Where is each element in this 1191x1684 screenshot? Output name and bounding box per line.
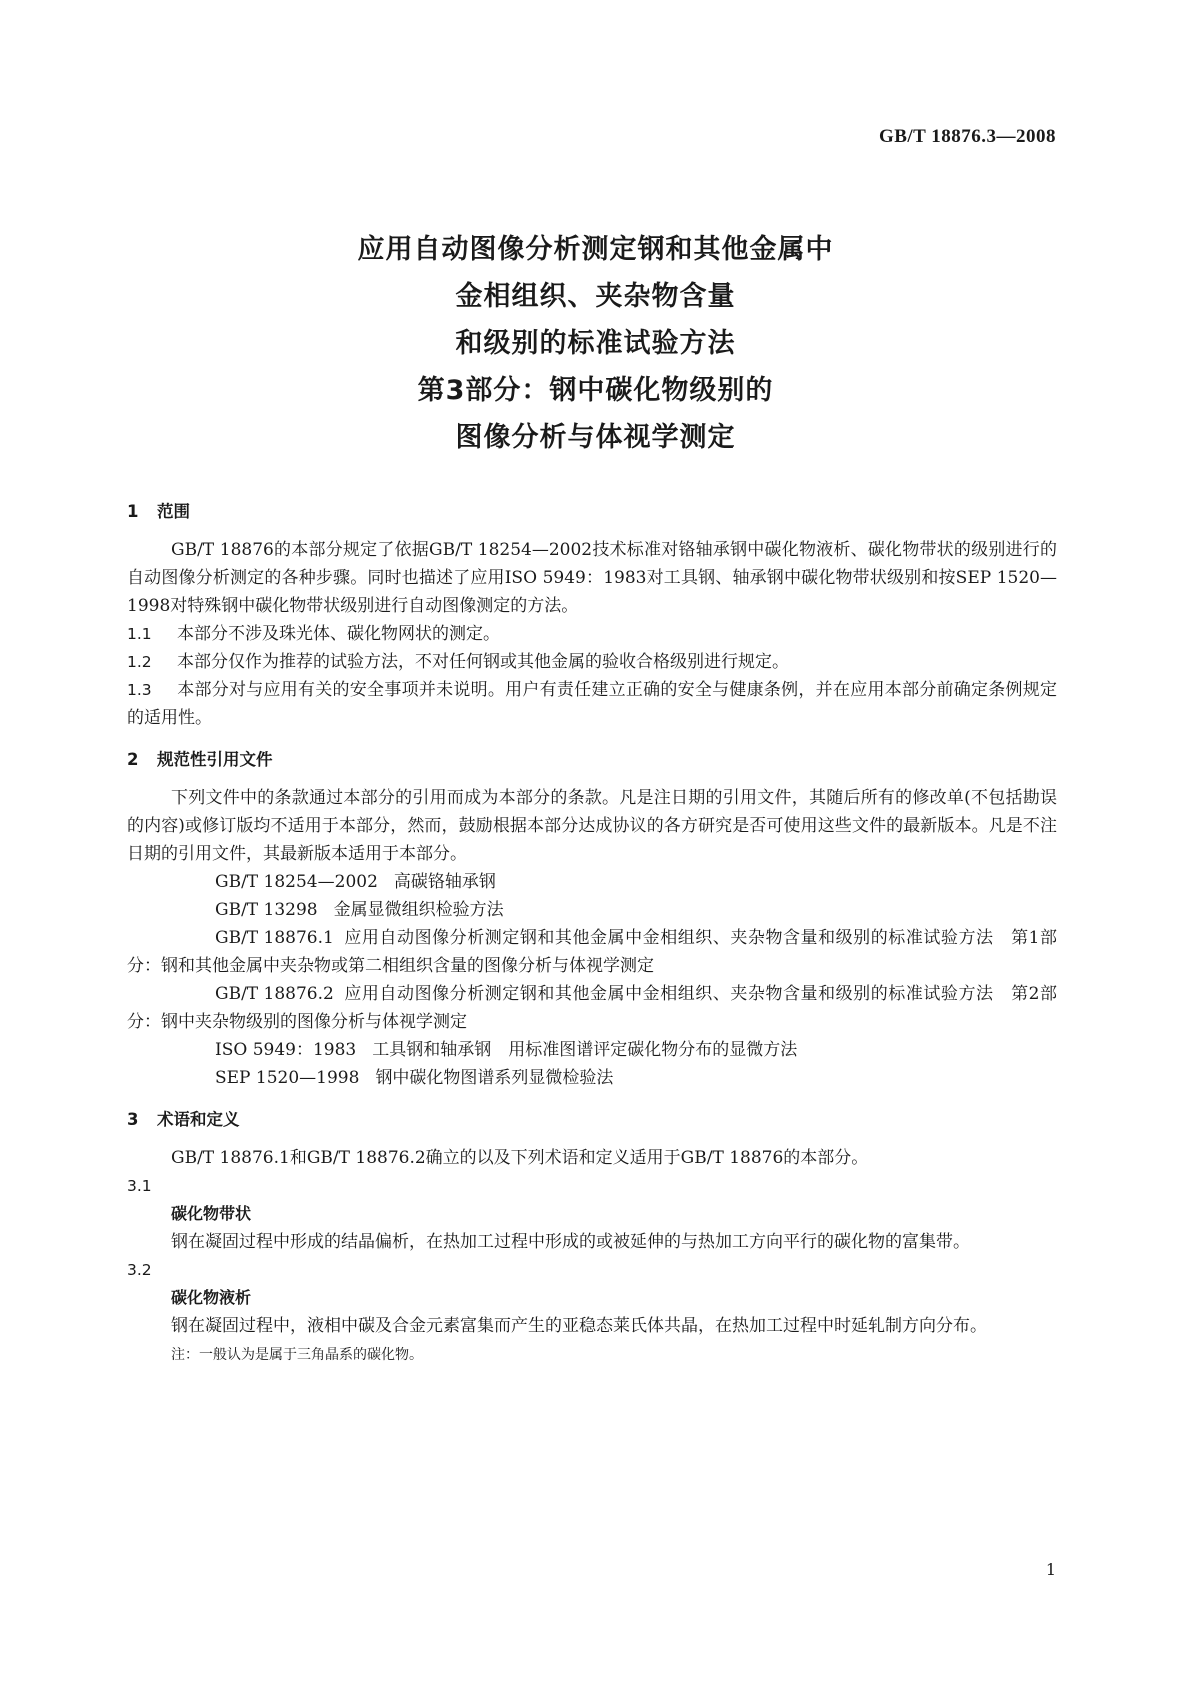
reference-title: 高碳铬轴承钢 [393, 872, 496, 892]
clause-number: 1.1 [127, 625, 152, 643]
title-line: 金相组织、夹杂物含量 [455, 281, 736, 312]
title-line: 第3部分：钢中碳化物级别的 [417, 375, 774, 406]
clause-number: 1.2 [127, 653, 152, 671]
clause-text: 本部分仅作为推荐的试验方法，不对任何钢或其他金属的验收合格级别进行规定。 [177, 652, 789, 672]
clause-text: 本部分对与应用有关的安全事项并未说明。用户有责任建立正确的安全与健康条例，并在应用本部分前确定条例规定的适用性。 [127, 680, 1057, 728]
reference-item [127, 1064, 1057, 1092]
reference-item [127, 1036, 1057, 1064]
title-line: 图像分析与体视学测定 [455, 422, 736, 453]
clause [127, 648, 1057, 676]
clause-number: 1.3 [127, 681, 152, 699]
section-paragraph: 下列文件中的条款通过本部分的引用而成为本部分的条款。凡是注日期的引用文件，其随后所有的修改单(不包括勘误的内容)或修订版均不适用于本部分，然而，鼓励根据本部分达成协议的各方研究是否可使用这些文件的最新版本。凡是不注日期的引用文件，其最新版本适用于本部分。 [127, 788, 1057, 864]
section-number: 2 [127, 750, 139, 769]
reference-title: 工具钢和轴承钢 用标准图谱评定碳化物分布的显微方法 [372, 1040, 798, 1060]
reference-title: 金属显微组织检验方法 [333, 900, 504, 920]
title-line: 应用自动图像分析测定钢和其他金属中 [357, 234, 834, 265]
reference-title: 钢中碳化物图谱系列显微检验法 [375, 1068, 614, 1088]
reference-code: GB/T 18876.1 [215, 928, 334, 948]
section-heading-terms-definitions [127, 1106, 1057, 1134]
reference-code: GB/T 18876.2 [215, 984, 334, 1004]
clause-text: 本部分不涉及珠光体、碳化物网状的测定。 [177, 624, 500, 644]
page-number: 1 [1045, 1560, 1056, 1579]
section-paragraph: GB/T 18876.1和GB/T 18876.2确立的以及下列术语和定义适用于GB/T 18876的本部分。 [171, 1148, 869, 1168]
reference-item [127, 896, 1057, 924]
clause [127, 620, 1057, 648]
document-title [0, 226, 1191, 461]
reference-code: ISO 5949：1983 [215, 1040, 357, 1060]
term-definition: 钢在凝固过程中，液相中碳及合金元素富集而产生的亚稳态莱氏体共晶，在热加工过程中时延轧制方向分布。 [171, 1316, 987, 1336]
term-note: 注：一般认为是属于三角晶系的碳化物。 [171, 1347, 423, 1363]
standard-code: GB/T 18876.3—2008 [878, 126, 1056, 147]
reference-item [127, 868, 1057, 896]
section-heading-scope [127, 498, 1057, 526]
title-line: 和级别的标准试验方法 [455, 328, 736, 359]
reference-code: SEP 1520—1998 [215, 1068, 360, 1088]
section-number: 1 [127, 502, 139, 521]
section-title: 范围 [157, 502, 190, 521]
section-title: 术语和定义 [157, 1110, 240, 1129]
section-title: 规范性引用文件 [157, 750, 273, 769]
section-number: 3 [127, 1110, 139, 1129]
term-number: 3.2 [127, 1261, 152, 1279]
clause [127, 676, 1057, 732]
term-number: 3.1 [127, 1177, 152, 1195]
section-paragraph: GB/T 18876的本部分规定了依据GB/T 18254—2002技术标准对铬轴承钢中碳化物液析、碳化物带状的级别进行的自动图像分析测定的各种步骤。同时也描述了应用ISO 5949：1983对工具钢、轴承钢中碳化物带状级别和按SEP 1520—1998对特殊钢中碳化物带状级别进行自动图像测定的方法。 [127, 540, 1057, 616]
reference-item [127, 924, 1057, 980]
term-definition: 钢在凝固过程中形成的结晶偏析，在热加工过程中形成的或被延伸的与热加工方向平行的碳化物的富集带。 [171, 1232, 970, 1252]
reference-code: GB/T 13298 [215, 900, 318, 920]
term-name: 碳化物带状 [171, 1204, 252, 1223]
reference-title: 应用自动图像分析测定钢和其他金属中金相组织、夹杂物含量和级别的标准试验方法 第1部分：钢和其他金属中夹杂物或第二相组织含量的图像分析与体视学测定 [127, 928, 1057, 976]
reference-title: 应用自动图像分析测定钢和其他金属中金相组织、夹杂物含量和级别的标准试验方法 第2部分：钢中夹杂物级别的图像分析与体视学测定 [127, 984, 1057, 1032]
term-name: 碳化物液析 [171, 1288, 252, 1307]
reference-code: GB/T 18254—2002 [215, 872, 378, 892]
section-heading-normative-references [127, 746, 1057, 774]
document-body [127, 498, 1057, 1368]
reference-item [127, 980, 1057, 1036]
